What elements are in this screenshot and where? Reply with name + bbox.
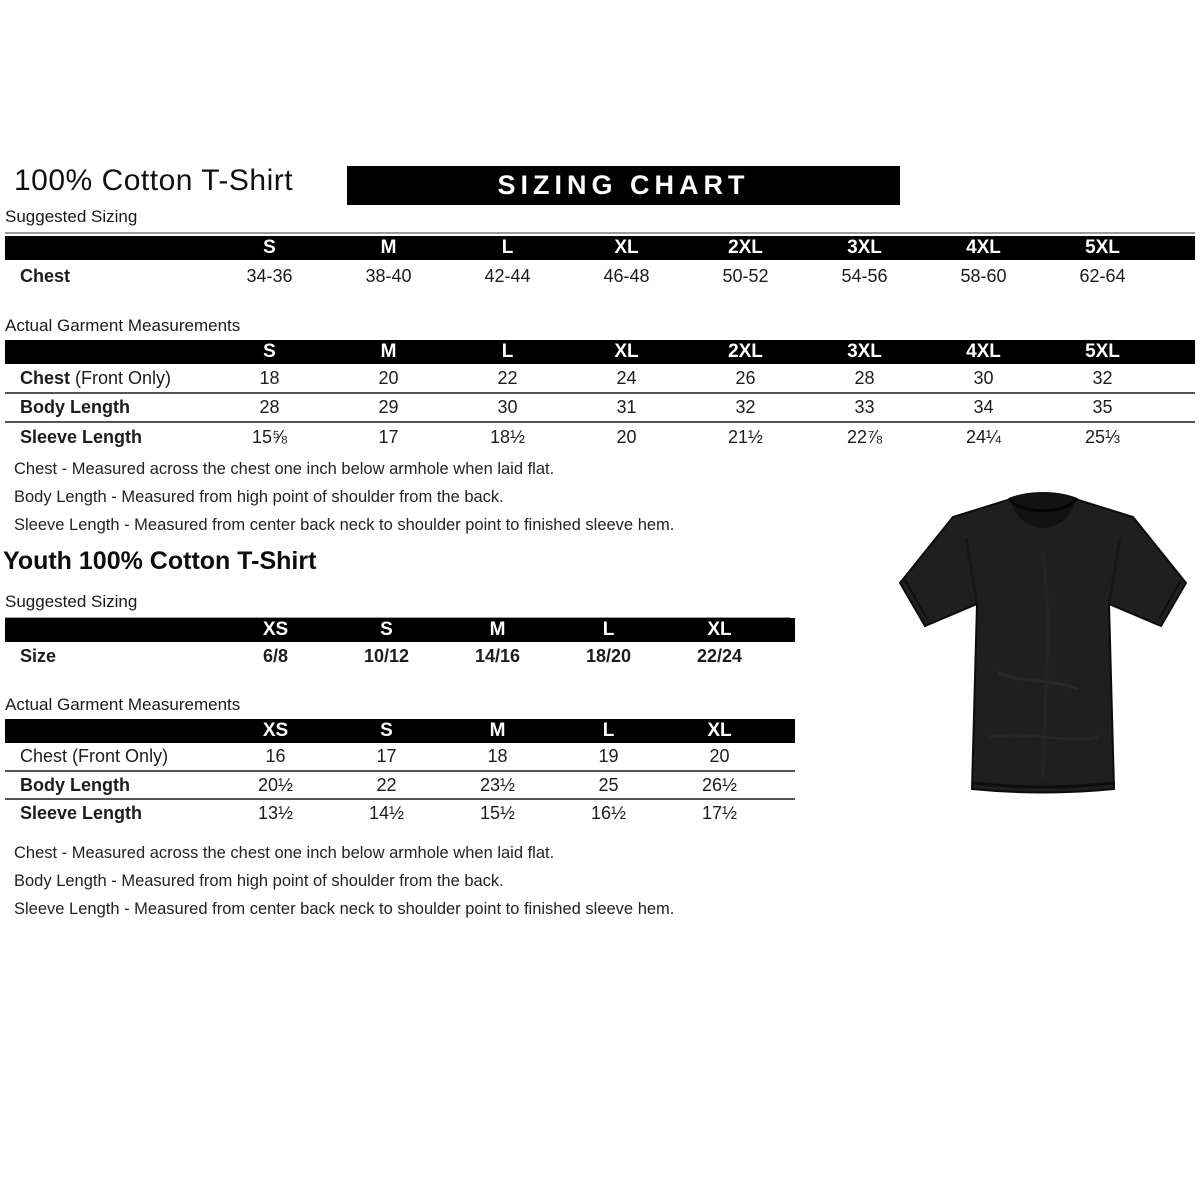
tshirt-graphic	[893, 483, 1193, 813]
note-chest: Chest - Measured across the chest one inch below armhole when laid flat.	[14, 460, 555, 478]
header-cell: 4XL	[924, 340, 1043, 364]
cell: 22	[331, 771, 442, 799]
header-cell: S	[210, 340, 329, 364]
cell: 17	[376, 746, 397, 766]
cell: 18/20	[585, 646, 632, 666]
row-label: Body Length	[5, 771, 220, 799]
header-cell-empty	[5, 236, 210, 260]
cell: 32	[686, 393, 805, 422]
cell: 62-64	[1079, 265, 1126, 286]
adult-suggested-sizing-table	[5, 236, 1195, 292]
header-cell: S	[331, 719, 442, 743]
cell: 38-40	[365, 265, 412, 286]
cell: 16	[265, 746, 286, 766]
cell: 16½	[553, 799, 664, 827]
cell: 28	[854, 367, 875, 388]
header-cell: S	[331, 618, 442, 642]
table-header-row	[5, 340, 1195, 364]
row-label: Chest (Front Only)	[20, 367, 172, 388]
header-cell: L	[553, 618, 664, 642]
table-row	[5, 642, 795, 671]
cell: 13½	[220, 799, 331, 827]
table-header-row	[5, 719, 795, 743]
cell: 20	[378, 367, 399, 388]
header-cell: XL	[567, 340, 686, 364]
cell: 50-52	[722, 265, 769, 286]
row-label: Sleeve Length	[5, 422, 210, 451]
header-cell: M	[329, 236, 448, 260]
header-cell-filler	[775, 719, 795, 743]
cell: 29	[329, 393, 448, 422]
adult-suggested-sizing-label: Suggested Sizing	[5, 207, 1195, 234]
youth-actual-measurements-table	[5, 719, 795, 827]
cell: 22⅞	[805, 422, 924, 451]
table-row	[5, 364, 1195, 393]
cell: 26½	[664, 771, 775, 799]
youth-title: Youth 100% Cotton T-Shirt	[3, 547, 317, 575]
cell: 19	[598, 746, 619, 766]
cell: 15½	[442, 799, 553, 827]
cell: 20	[567, 422, 686, 451]
header-cell: 3XL	[805, 236, 924, 260]
header-cell: M	[442, 618, 553, 642]
page-title: 100% Cotton T-Shirt	[14, 164, 294, 197]
cell: 58-60	[960, 265, 1007, 286]
cell: 18½	[448, 422, 567, 451]
cell: 20½	[220, 771, 331, 799]
header-cell-empty	[5, 719, 220, 743]
cell: 35	[1043, 393, 1162, 422]
header-cell: L	[448, 340, 567, 364]
header-cell: XS	[220, 618, 331, 642]
cell: 31	[567, 393, 686, 422]
cell: 14/16	[474, 646, 521, 666]
header-cell: 2XL	[686, 236, 805, 260]
cell: 30	[973, 367, 994, 388]
cell: 30	[448, 393, 567, 422]
cell: 54-56	[841, 265, 888, 286]
header-cell-empty	[5, 340, 210, 364]
header-cell: L	[448, 236, 567, 260]
cell: 17½	[664, 799, 775, 827]
cell: 26	[735, 367, 756, 388]
cell: 14½	[331, 799, 442, 827]
table-row	[5, 743, 795, 771]
youth-suggested-sizing-label: Suggested Sizing	[5, 592, 790, 619]
table-row	[5, 260, 1195, 292]
table-header-row	[5, 618, 795, 642]
note-chest: Chest - Measured across the chest one inch below armhole when laid flat.	[14, 844, 555, 862]
cell: 10/12	[363, 646, 410, 666]
tshirt-image	[893, 483, 1193, 813]
table-header-row	[5, 236, 1195, 260]
row-label: Body Length	[5, 393, 210, 422]
cell: 32	[1092, 367, 1113, 388]
header-cell: XL	[567, 236, 686, 260]
header-cell: 4XL	[924, 236, 1043, 260]
cell: 21½	[686, 422, 805, 451]
cell: 24	[616, 367, 637, 388]
adult-actual-measurements-table	[5, 340, 1195, 451]
adult-actual-measurements-label: Actual Garment Measurements	[5, 316, 241, 335]
header-cell-empty	[5, 618, 220, 642]
cell: 17	[329, 422, 448, 451]
row-label: Sleeve Length	[5, 799, 220, 827]
header-cell: XL	[664, 719, 775, 743]
header-cell: 5XL	[1043, 340, 1162, 364]
cell: 25⅓	[1043, 422, 1162, 451]
header-cell: S	[210, 236, 329, 260]
cell: 34-36	[246, 265, 293, 286]
cell: 22	[497, 367, 518, 388]
cell: 34	[924, 393, 1043, 422]
table-row	[5, 799, 795, 827]
row-label: Size	[20, 646, 57, 666]
note-sleeve-length: Sleeve Length - Measured from center back neck to shoulder point to finished sleeve hem.	[14, 516, 675, 534]
table-row	[5, 422, 1195, 451]
header-cell: XL	[664, 618, 775, 642]
header-cell: L	[553, 719, 664, 743]
header-cell: 3XL	[805, 340, 924, 364]
cell: 33	[805, 393, 924, 422]
youth-actual-measurements-label: Actual Garment Measurements	[5, 695, 241, 714]
header-cell: M	[329, 340, 448, 364]
cell: 6/8	[262, 646, 289, 666]
header-cell: 5XL	[1043, 236, 1162, 260]
note-body-length: Body Length - Measured from high point of shoulder from the back.	[14, 872, 504, 890]
table-row	[5, 393, 1195, 422]
header-cell-filler	[775, 618, 795, 642]
cell: 23½	[442, 771, 553, 799]
note-body-length: Body Length - Measured from high point of shoulder from the back.	[14, 488, 504, 506]
header-cell: M	[442, 719, 553, 743]
adult-measurement-notes	[14, 461, 674, 545]
sizing-chart-banner-label: SIZING CHART	[497, 170, 750, 200]
row-label: Chest	[20, 265, 71, 286]
cell: 42-44	[484, 265, 531, 286]
table-row	[5, 771, 795, 799]
youth-measurement-notes	[14, 845, 674, 929]
header-cell-filler	[1162, 340, 1195, 364]
cell: 22/24	[696, 646, 743, 666]
cell: 20	[709, 746, 730, 766]
cell: 25	[553, 771, 664, 799]
sizing-chart-banner	[347, 166, 900, 205]
row-label: Chest (Front Only)	[20, 746, 169, 766]
youth-suggested-sizing-table	[5, 618, 795, 671]
note-sleeve-length: Sleeve Length - Measured from center back neck to shoulder point to finished sleeve hem.	[14, 900, 675, 918]
header-cell-filler	[1162, 236, 1195, 260]
cell: 46-48	[603, 265, 650, 286]
header-cell: XS	[220, 719, 331, 743]
cell: 15⅝	[210, 422, 329, 451]
cell: 24¼	[924, 422, 1043, 451]
cell: 28	[210, 393, 329, 422]
cell: 18	[487, 746, 508, 766]
header-cell: 2XL	[686, 340, 805, 364]
cell: 18	[259, 367, 280, 388]
